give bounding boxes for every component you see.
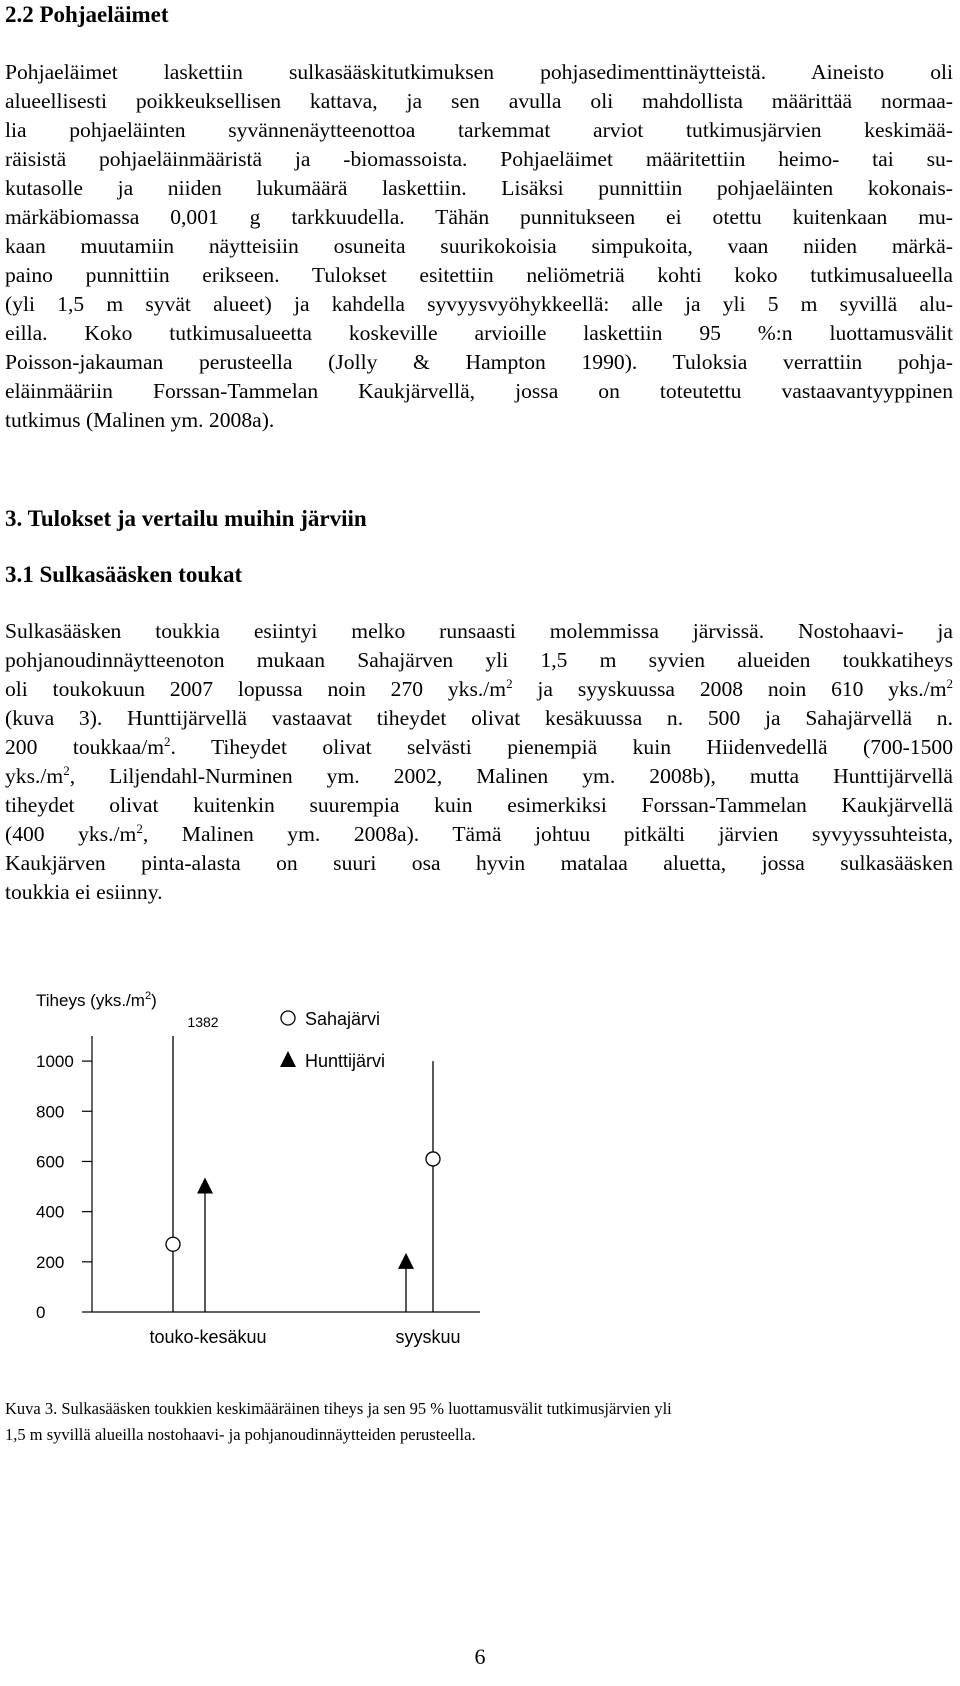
page-number: 6 xyxy=(474,1644,486,1669)
point-sahajarvi xyxy=(426,1152,440,1166)
point-hunttijarvi xyxy=(398,1253,414,1269)
text-line: alueellisesti poikkeuksellisen kattava, ja sen avulla oli mahdollista määrittää normaa- xyxy=(5,89,953,113)
text-line: Pohjaeläimet laskettiin sulkasääskitutkimuksen pohjasedimenttinäytteistä. Aineisto oli xyxy=(5,60,953,84)
legend xyxy=(280,1009,385,1071)
density-chart xyxy=(0,948,520,1388)
text-line: (yli 1,5 m syvät alueet) ja kahdella syvyysvyöhykkeellä: alle ja yli 5 m syvillä alu- xyxy=(5,292,953,316)
text-line: tutkimus (Malinen ym. 2008a). xyxy=(5,408,275,432)
x-label-touko-kesakuu: touko-kesäkuu xyxy=(149,1327,267,1347)
text-line: (kuva 3). Hunttijärvellä vastaavat tiheydet olivat kesäkuussa n. 500 ja Sahajärvellä n. xyxy=(5,706,953,730)
ci-clip-label: 1382 xyxy=(187,1014,219,1030)
legend-label-hunttijarvi: Hunttijärvi xyxy=(305,1051,386,1071)
text-line: märkäbiomassa 0,001 g tarkkuudella. Tähän punnitukseen ei otettu kuitenkaan mu- xyxy=(5,205,953,229)
y-tick-label: 600 xyxy=(36,1152,65,1172)
text-line: eilla. Koko tutkimusalueetta koskeville arvioille laskettiin 95 %:n luottamusvälit xyxy=(5,321,953,345)
section-heading-3-1: 3.1 Sulkasääsken toukat xyxy=(5,562,243,587)
text-line: oli toukokuun 2007 lopussa noin 270 $yks./m^2$ ja syyskuussa 2008 noin 610 $yks./m^2$ xyxy=(5,676,953,701)
text-line: eläinmääriin Forssan-Tammelan Kaukjärvellä, jossa on toteutettu vastaavantyyppinen xyxy=(5,379,953,403)
section-heading-2-2: 2.2 Pohjaeläimet xyxy=(5,2,169,27)
legend-label-sahajarvi: Sahajärvi xyxy=(305,1009,381,1029)
y-tick-label: 400 xyxy=(36,1202,65,1222)
text-line: paino punnittiin erikseen. Tulokset esitettiin neliömetriä kohti koko tutkimusalueella xyxy=(5,263,953,287)
y-tick-label: 1000 xyxy=(36,1052,74,1072)
text-line: (400 $yks./m^2$, Malinen ym. 2008a). Tämä johtuu pitkälti järvien syvyyssuhteista, xyxy=(5,821,953,846)
text-line: lia pohjaeläinten syvännenäytteenottoa tarkemmat arviot tutkimusjärvien keskimää- xyxy=(5,118,953,142)
text-line: pohjanoudinnäytteenoton mukaan Sahajärven yli 1,5 m syvien alueiden toukkatiheys xyxy=(5,648,953,672)
text-line: 200 toukkaa/$m^2$. Tiheydet olivat selvästi pienempiä kuin Hiidenvedellä (700-1500 xyxy=(5,734,953,759)
text-line: $yks./m^2$, Liljendahl-Nurminen ym. 2002, Malinen ym. 2008b), mutta Hunttijärvellä xyxy=(5,763,953,788)
paragraph-methods xyxy=(5,58,953,435)
legend-triangle-marker xyxy=(280,1051,296,1067)
text-line: kutasolle ja niiden lukumäärä laskettiin. Lisäksi punnittiin pohjaeläinten kokonais- xyxy=(5,176,953,200)
text-line: Sulkasääsken toukkia esiintyi melko runsaasti molemmissa järvissä. Nostohaavi- ja xyxy=(5,619,953,643)
y-tick-label: 800 xyxy=(36,1102,65,1122)
figure-caption xyxy=(5,1396,953,1448)
y-tick-label: 200 xyxy=(36,1252,65,1272)
point-sahajarvi xyxy=(166,1237,180,1251)
text-line: toukkia ei esiinny. xyxy=(5,880,163,904)
y-axis-title: Tiheys $(yks./m^2)$ xyxy=(36,990,157,1010)
text-line: kaan muutamiin näytteisiin osuneita suurikokoisia simpukoita, vaan niiden märkä- xyxy=(5,234,953,258)
y-tick-label: 0 xyxy=(36,1303,46,1322)
text-line: Kaukjärven pinta-alasta on suuri osa hyvin matalaa aluetta, jossa sulkasääsken xyxy=(5,851,953,875)
paragraph-results xyxy=(5,617,953,907)
x-label-syyskuu: syyskuu xyxy=(395,1327,461,1347)
caption-line: 1,5 m syvillä alueilla nostohaavi- ja pohjanoudinnäytteiden perusteella. xyxy=(5,1425,476,1444)
text-line: Poisson-jakauman perusteella (Jolly & Hampton 1990). Tuloksia verrattiin pohja- xyxy=(5,350,953,374)
section-heading-3: 3. Tulokset ja vertailu muihin järviin xyxy=(5,506,367,531)
text-line: tiheydet olivat kuitenkin suurempia kuin esimerkiksi Forssan-Tammelan Kaukjärvellä xyxy=(5,793,953,817)
text-line: räisistä pohjaeläinmääristä ja -biomassoista. Pohjaeläimet määritettiin heimo- tai su- xyxy=(5,147,953,171)
legend-circle-marker xyxy=(281,1011,295,1025)
point-hunttijarvi xyxy=(197,1178,213,1194)
caption-line: Kuva 3. Sulkasääsken toukkien keskimääräinen tiheys ja sen 95 % luottamusvälit tutkimusjärvien yli xyxy=(5,1399,672,1418)
